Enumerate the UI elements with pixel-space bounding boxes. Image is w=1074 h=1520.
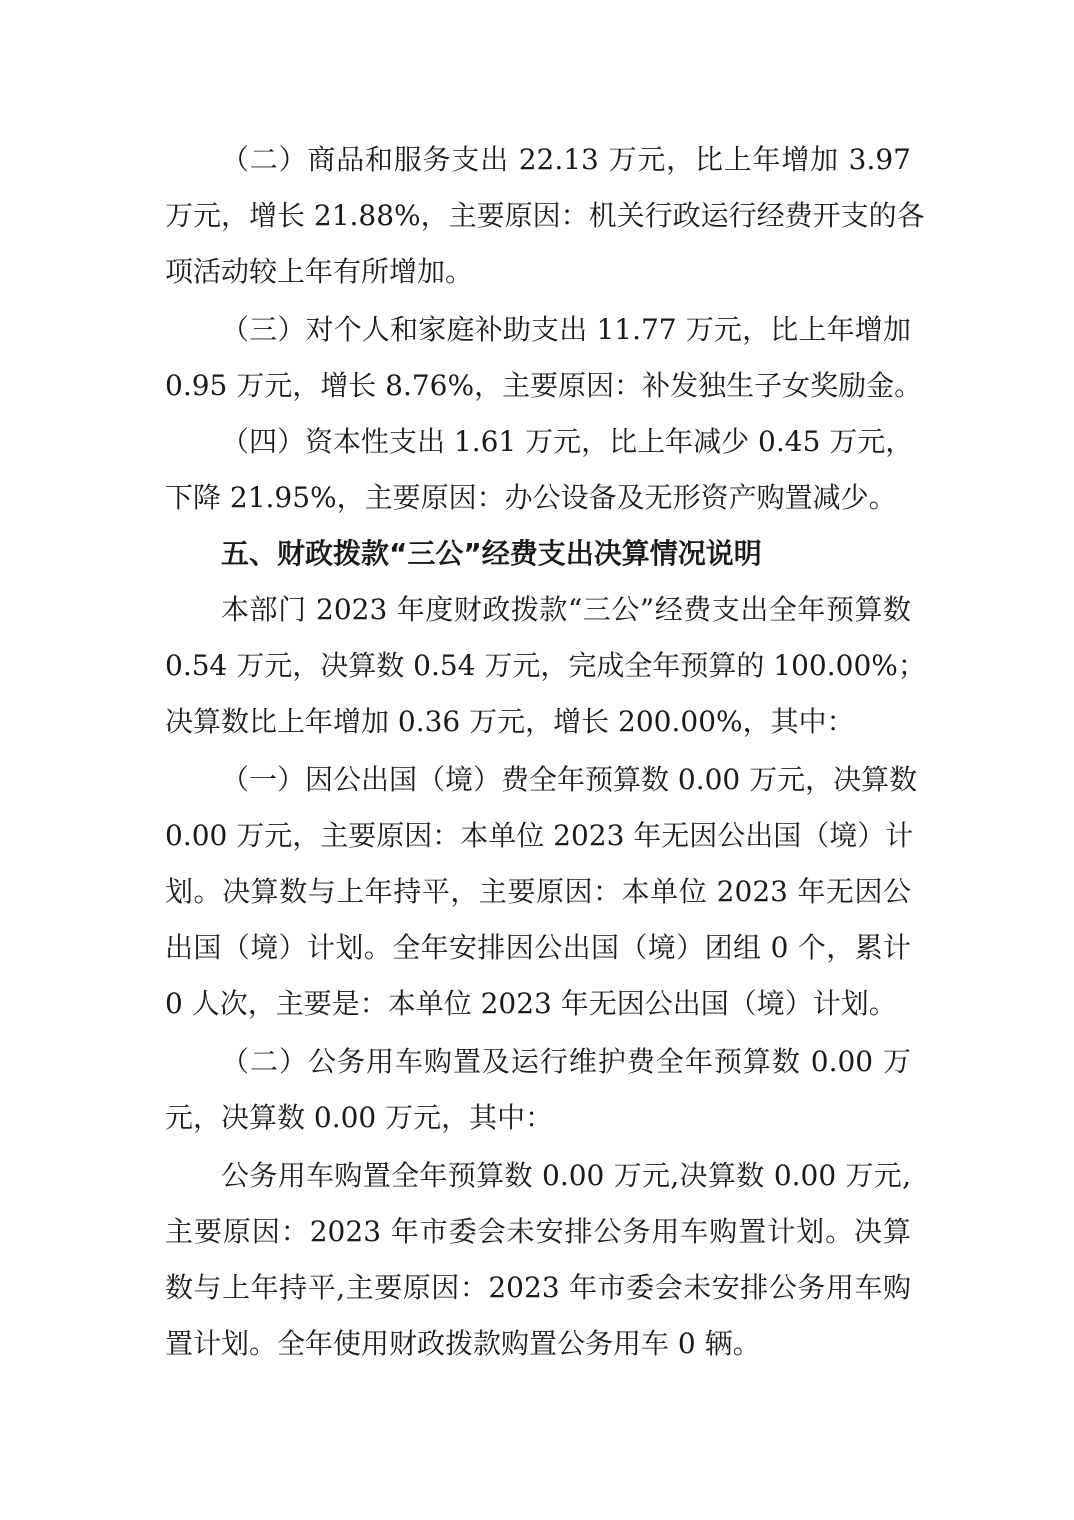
paragraph-line: （四）资本性支出 1.61 万元，比上年减少 0.45 万元，: [221, 425, 914, 458]
paragraph-line: 决算数比上年增加 0.36 万元，增长 200.00%，其中：: [165, 705, 855, 738]
paragraph-line: （一）因公出国（境）费全年预算数 0.00 万元，决算数: [221, 763, 918, 796]
paragraph-line: 0 人次，主要是：本单位 2023 年无因公出国（境）计划。: [165, 987, 897, 1020]
paragraph-line: （三）对个人和家庭补助支出 11.77 万元，比上年增加: [221, 313, 911, 346]
paragraph-line: 本部门 2023 年度财政拨款“三公”经费支出全年预算数: [221, 593, 911, 626]
paragraph-line: 0.00 万元，主要原因：本单位 2023 年无因公出国（境）计: [165, 819, 914, 852]
paragraph-line: 元，决算数 0.00 万元，其中：: [165, 1101, 554, 1134]
paragraph-line: 0.54 万元，决算数 0.54 万元，完成全年预算的 100.00%；: [165, 649, 926, 682]
paragraph-line: 公务用车购置全年预算数 0.00 万元,决算数 0.00 万元,: [221, 1159, 911, 1192]
paragraph-line: 项活动较上年有所增加。: [165, 255, 474, 288]
paragraph-line: （二）商品和服务支出 22.13 万元，比上年增加 3.97: [221, 143, 911, 176]
paragraph-line: 万元，增长 21.88%，主要原因：机关行政运行经费开支的各: [165, 199, 925, 232]
section-heading: 五、财政拨款“三公”经费支出决算情况说明: [221, 537, 762, 570]
paragraph-line: 主要原因：2023 年市委会未安排公务用车购置计划。决算: [165, 1215, 911, 1248]
paragraph-line: （二）公务用车购置及运行维护费全年预算数 0.00 万: [221, 1045, 911, 1078]
paragraph-line: 下降 21.95%，主要原因：办公设备及无形资产购置减少。: [165, 481, 897, 514]
paragraph-line: 出国（境）计划。全年安排因公出国（境）团组 0 个，累计: [165, 931, 911, 964]
paragraph-line: 置计划。全年使用财政拨款购置公务用车 0 辆。: [165, 1327, 761, 1360]
paragraph-line: 0.95 万元，增长 8.76%，主要原因：补发独生子女奖励金。: [165, 369, 923, 402]
paragraph-line: 数与上年持平,主要原因：2023 年市委会未安排公务用车购: [165, 1271, 911, 1304]
paragraph-line: 划。决算数与上年持平，主要原因：本单位 2023 年无因公: [165, 875, 911, 908]
